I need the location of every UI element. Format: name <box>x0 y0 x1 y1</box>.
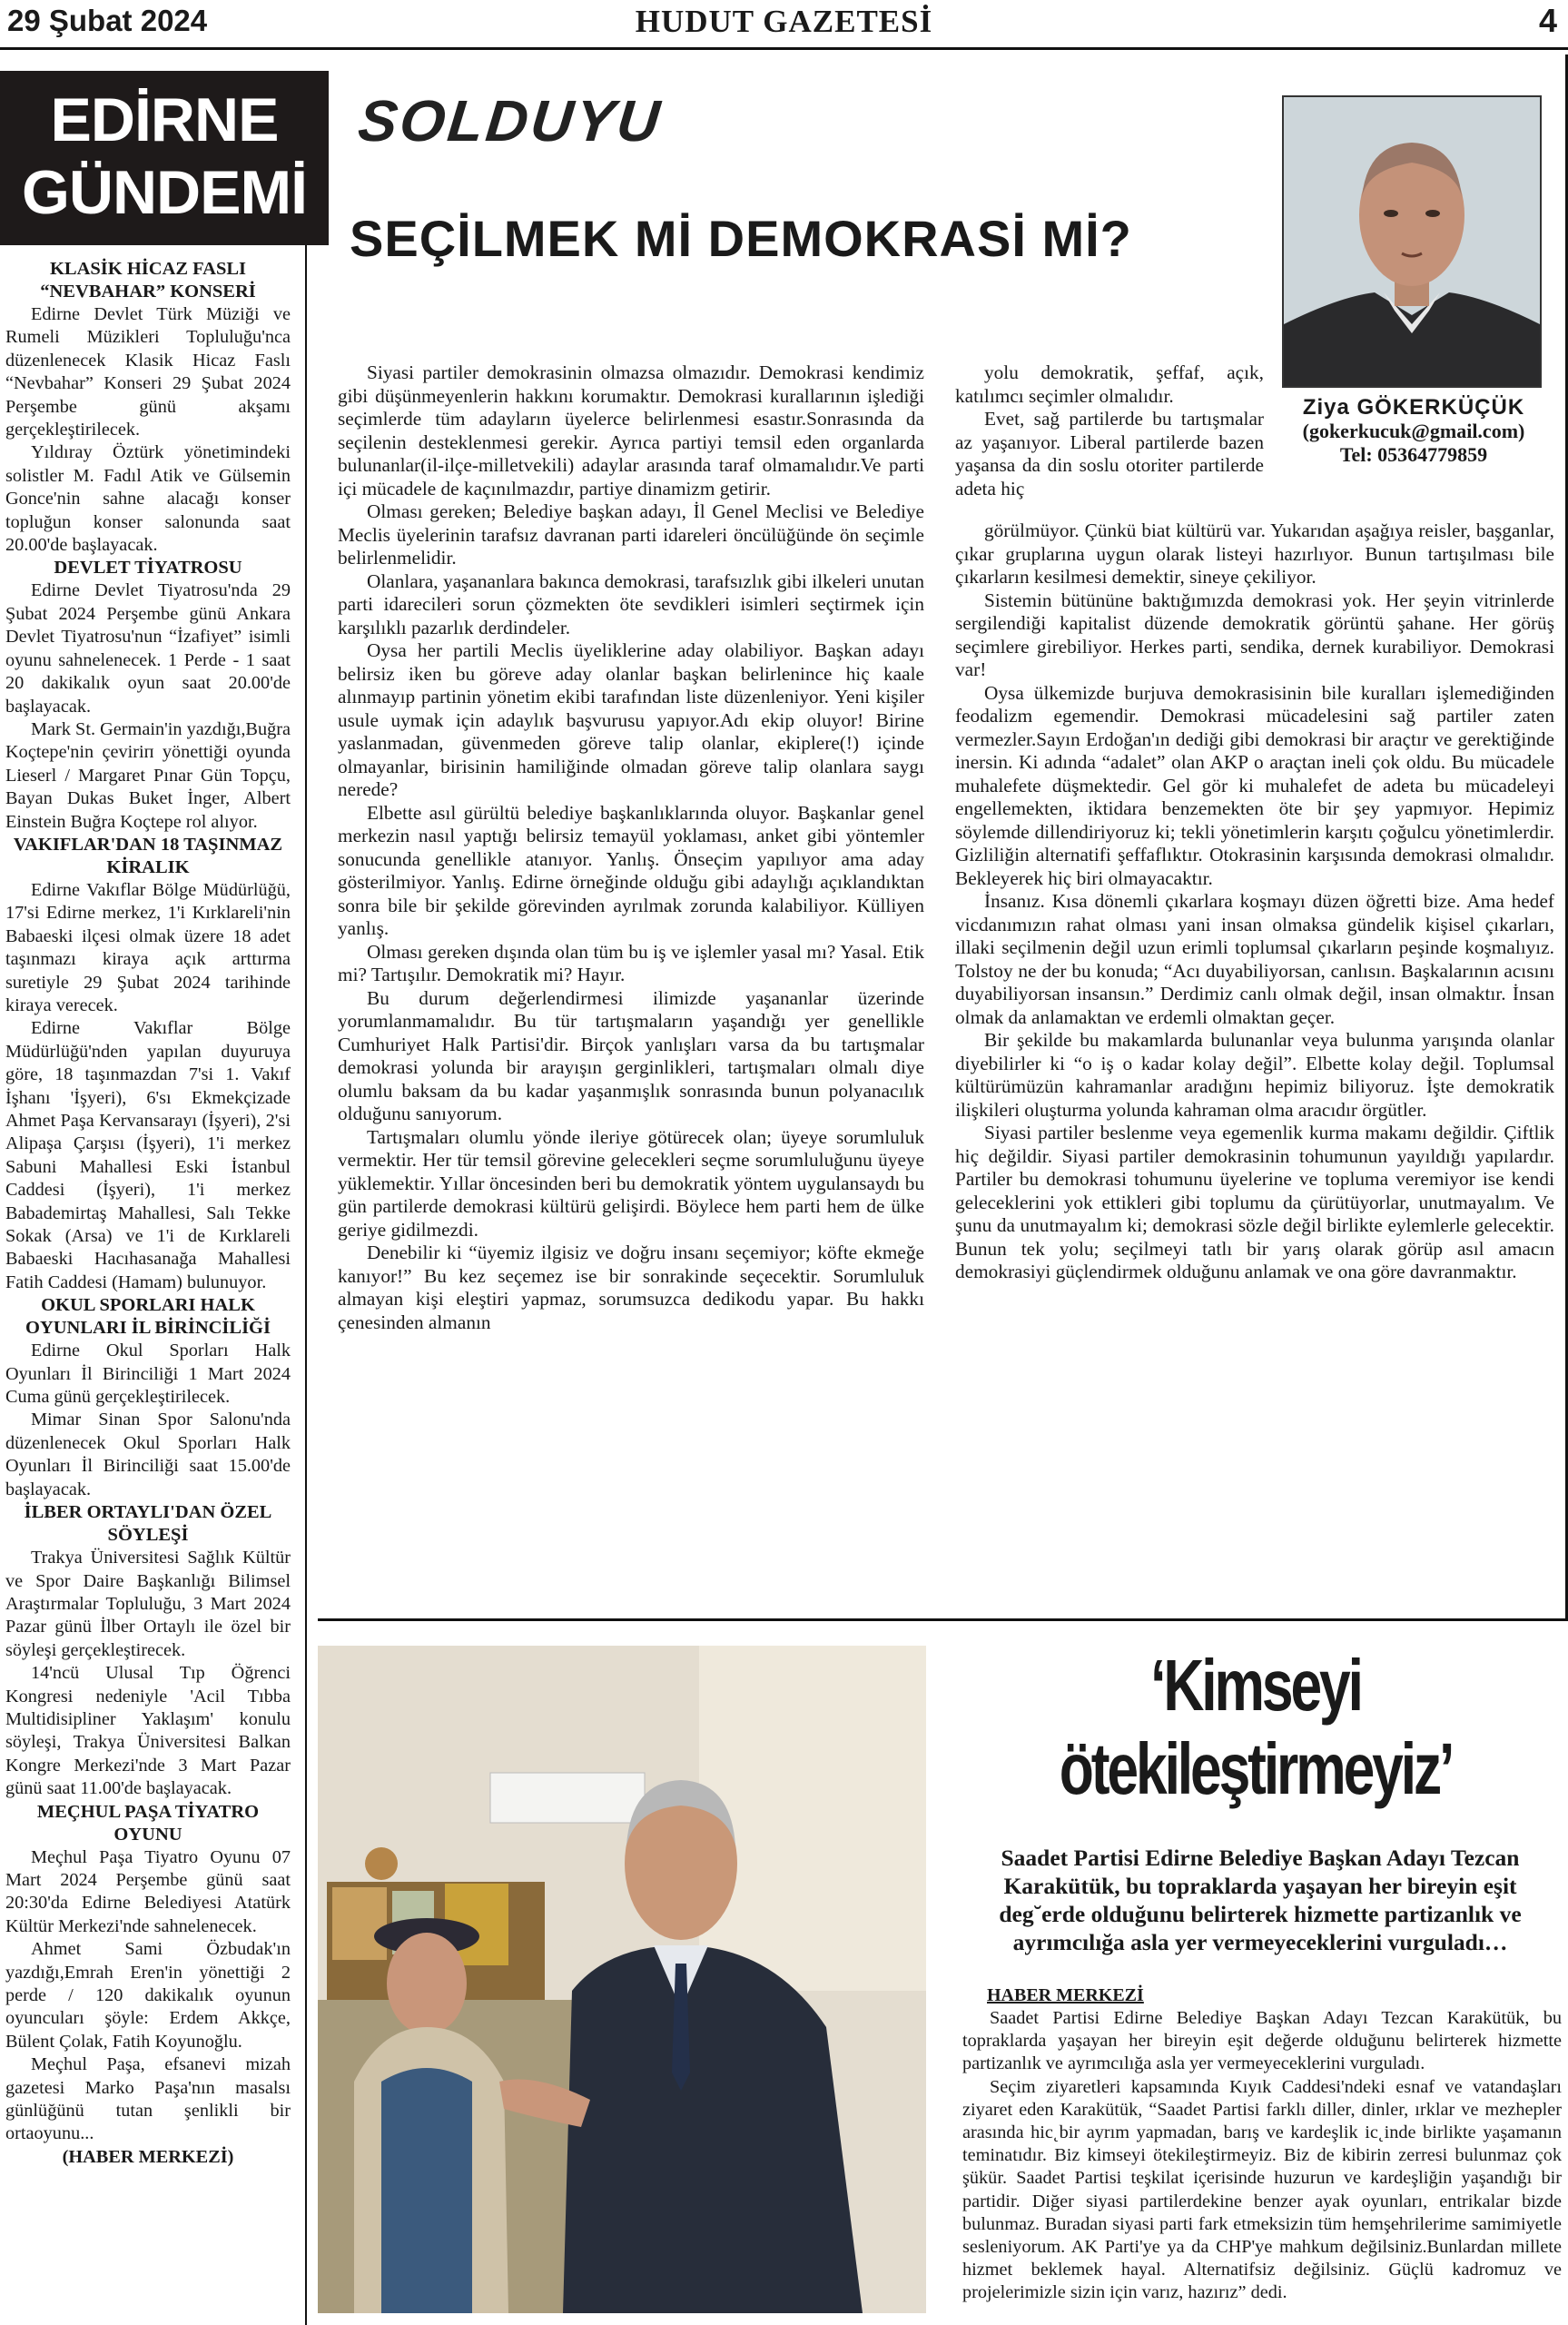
gundem-heading: DEVLET TİYATROSU <box>54 558 242 579</box>
article-paragraph: Bu durum değerlendirmesi ilimizde yaşananlar üzerinde yorumlanmamalıdır. Bu tür tartışmaların yaşandığı yer genellikle Cumhuriyet Halk Partisi'dir. Birçok yanlışları varsa da bu tartışmalar demokrasi yolunda bir arayışın gerginlikleri, tartışmaları olmalı diye olumlu baksam da bu kadar yaşanmışlık sonrasında bunun polyanacılık olduğunu sanıyorum. <box>338 986 924 1124</box>
issue-date: 29 Şubat 2024 <box>7 4 208 37</box>
gundem-heading: İLBER ORTAYLI'DAN ÖZEL SÖYLEŞİ <box>24 1502 272 1546</box>
article-paragraph: Tartışmaları olumlu yönde ileriye götürecek olan; üyeye sorumluluk vermektir. Her tür temsil görevine gelecekleri seçme sorumluluğunu üyeye yüklemektir. Yıllar öncesinden beri bu demokratik yöntem uygulansaydı bu gün partilerde demokrasi kültürü gelişirdi. Böylece hem parti hem de ülke geriye gidilmezdi. <box>338 1125 924 1241</box>
gundem-heading: VAKIFLAR'DAN 18 TAŞINMAZ KİRALIK <box>13 834 283 877</box>
article-paragraph: yolu demokratik, şeffaf, açık, katılımcı seçimler olmalıdır. <box>955 361 1264 407</box>
author-name: Ziya GÖKERKÜÇÜK <box>1302 395 1525 420</box>
article-paragraph: Siyasi partiler beslenme veya egemenlik kurma makamı değildir. Çiftlik hiç değildir. Siyasi partiler demokrasinin tohumunun yayıldığı yapılardır. Partiler bu demokrasi tohumunu üyelerine ve topluma veremiyor ise kendi geleceklerini yok ettikleri gibi toplumu da çürütüyorlar, unutmayalım. Ve şunu da unutmayalım ki; demokrasi sözle değil birlikte eylemlerle gelecektir. Bunun tek yolu; seçilmeyi tatlı bir yarış olarak görüp asıl amacın demokrasiyi güçlendirmek olduğunu anlamak ve ona göre davranmaktır. <box>955 1122 1554 1282</box>
gundem-paragraph: Mark St. Germain'in yazdığı,Buğra Koçtepe'nin çeviriп yönettiği oyunda Lieserl / Margaret Pınar Gün Topçu, Bayan Dukas Buket İnger, Albert Einstein Buğra Koçtepe rol alıyor. <box>5 718 291 832</box>
article-paragraph: Denebilir ki “üyemiz ilgisiz ve doğru insanı seçemiyor; köfte ekmeğe kanıyor!” Bu kez seçemez ise bir sonrakinde seçecektir. Sorumluluk almayan kişi eleştiri yapmaz, sorumsuzca dedikodu yapar. Bu hakkı çenesinden almanın <box>338 1242 924 1333</box>
gundem-paragraph: Edirne Okul Sporları Halk Oyunları İl Birinciliği 1 Mart 2024 Cuma günü gerçekleştirilecek. <box>5 1341 291 1408</box>
gundem-signature: (HABER MERKEZİ) <box>62 2146 234 2167</box>
column-divider <box>305 245 307 2325</box>
article-paragraph: Oysa her partili Meclis üyeliklerine aday olabiliyor. Başkan adayı belirsiz iken bu göreve aday olanlar başkan belirlenince hiç kaale alınmayıp partinin yönetim ekibi tarafından liste düzenleniyor. Yeni kişiler usule uymak için adaylık başvurusu yapıyor.Adı ekip oluyor! Birine yaslanmadan, güvenmeden göreve talip olanlar, ekiplere(!) içinde olmayanlar, birisinin hamiliğinde olmadan göreve talip olanlara saygı nerede? <box>338 639 924 800</box>
author-portrait-image <box>1284 97 1540 386</box>
article-paragraph: Sistemin bütününe baktığımızda demokrasi yok. Her şeyin vitrinlerde sergilendiği kapitalist düzende demokratik görüntü şahane. Her görüş seçimlere girebiliyor. Herkes parti, sendika, dernek kurabiliyor. Demokrasi var! <box>955 589 1554 680</box>
article-paragraph: İnsanız. Kısa dönemli çıkarlara koşmayı düzen öğretti bize. Ama hedef vicdanımızın rahat olması yani insan olmaksa gündelik kişisel çıkarları, illaki seçilmenin değil uzun erimli toplumsal çıkarların peşinde koşmalıyız. Tolstoy ne der bu konuda; “Acı duyabiliyorsan, canlısın. Başkalarının acısını duyabiliyorsan insansın.” Derdimiz canlı olmak değil, insan olmaktır. İnsan olmak da anlamaktan ve erdemli olmaktan geçer. <box>955 890 1554 1028</box>
article-paragraph: Siyasi partiler demokrasinin olmazsa olmazıdır. Demokrasi kendimiz gibi düşünmeyenlerin hakkını korumaktır. Demokrasi kurallarının işlediği seçimlerde tüm adayların üyelerce belirlenmesi esastır.Sonrasında da seçilenin desteklenmesi gerekir. Ayrıca partiyi temsil eden organlarda bulunanlar(il-ilçe-milletvekili) adaylar arasında taraf olmamalıdır.Ve parti içi mücadele de kaçınılmazdır, partiye dinamizm getirir. <box>338 361 924 500</box>
story-subhead: Saadet Partisi Edirne Belediye Başkan Adayı Tezcan Karakütük, bu topraklarda yaşayan her bireyin eşit deg˘erde olduğunu belirterek hizmette partizanlık ve ayrımcılığa asla yer vermeyeceklerini vurguladı… <box>999 1845 1522 1955</box>
story-body <box>962 2007 1562 2305</box>
gundem-paragraph: Edirne Devlet Tiyatrosu'nda 29 Şubat 2024 Perşembe günü Ankara Devlet Tiyatrosu'nun “İzafiyet” isimli oyunu sahnelenecek. 1 Perde - 1 saat 20 dakikalık oyun saat 20.00'de başlayacak. <box>5 580 291 717</box>
author-email: (gokerkucuk@gmail.com) <box>1302 420 1525 442</box>
author-box <box>1269 396 1558 467</box>
gundem-title-box <box>0 71 329 245</box>
gundem-paragraph: Edirne Devlet Türk Müziği ve Rumeli Müzikleri Topluluğu'nca düzenlenecek Klasik Hicaz Faslı “Nevbahar” Konseri 29 Şubat 2024 Perşembe günü akşamı gerçekleştirilecek. <box>5 304 291 440</box>
gundem-paragraph: Edirne Vakıflar Bölge Müdürlüğü'nden yapılan duyuruya göre, 18 taşınmazdan 7'si 1. Vakıf İşhanı 'İşyeri), 6'sı Ekmekçizade Ahmet Paşa Kervansarayı (İşyeri), 2'si Alipaşa Çarşısı (İşyeri), 1'i merkez Sabuni Mahallesi Eski İstanbul Caddesi (İşyeri), 1'i merkez Babademirtaş Mahallesi, Salı Tekke Sokak (Arsa) ve 1'i de Kırklareli Babaeski Hacıhasanağa Mahallesi Fatih Caddesi (Hamam) bulunuyor. <box>5 1018 291 1292</box>
story-headline: ‘Kimseyi ötekileştirmeyiz’ <box>1059 1645 1453 1809</box>
gundem-paragraph: Ahmet Sami Özbudak'ın yazdığı,Emrah Eren'in yönettiği 2 perde / 120 dakikalık oyunun oyuncuları şöyle: Erdem Akkçe, Bülent Çolak, Fatih Koyunoğlu. <box>5 1939 291 2052</box>
article-bottom-rule <box>318 1618 1568 1621</box>
gundem-heading: KLASİK HİCAZ FASLI “NEVBAHAR” KONSERİ <box>40 259 256 302</box>
article-paragraph: Olması gereken dışında olan tüm bu iş ve işlemler yasal mı? Yasal. Etik mi? Tartışılır. Demokratik mi? Hayır. <box>338 940 924 985</box>
candidate-handshake-image <box>318 1646 926 2313</box>
column-name: SOLDUYU <box>355 88 666 153</box>
story-paragraph: Saadet Partisi Edirne Belediye Başkan Adayı Tezcan Karakütük, bu topraklarda yaşayan her bireyin eşit değerde olduğunu belirterek hizmette partizanlık ve ayrımcılığa asla yer vermeyeceklerini vurguladı. <box>962 2008 1562 2074</box>
article-paragraph: görülmüyor. Çünkü biat kültürü var. Yukarıdan aşağıya reisler, başganlar, çıkar gruplarına uygun olarak listeyi hazırlıyor. Bunun tartışılması bile çıkarların kesilmesi demektir, sineye çekiliyor. <box>955 519 1554 588</box>
story-byline: HABER MERKEZİ <box>987 1985 1144 2005</box>
article-headline: SEÇİLMEK Mİ DEMOKRASİ Mİ? <box>350 210 1132 267</box>
author-photo <box>1282 95 1542 388</box>
gundem-news-column <box>5 258 291 2169</box>
article-column-1 <box>338 361 924 1334</box>
newspaper-name: HUDUT GAZETESİ <box>635 4 933 39</box>
header-rule <box>0 47 1568 50</box>
gundem-paragraph: Mimar Sinan Spor Salonu'nda düzenlenecek Okul Sporları Halk Oyunları İl Birinciliği saat 15.00'de başlayacak. <box>5 1410 291 1499</box>
gundem-paragraph: Meçhul Paşa, efsanevi mizah gazetesi Marko Paşa'nın masalsı günlüğünü tutan şenlikli bir ortaoyunu... <box>5 2054 291 2144</box>
gundem-paragraph: Edirne Vakıflar Bölge Müdürlüğü, 17'si Edirne merkez, 1'i Kırklareli'nin Babaeski ilçesi olmak üzere 18 adet taşınmazı kiraya açık arttırma suretiyle 29 Şubat 2024 tarihinde kiraya verecek. <box>5 879 291 1015</box>
news-photo <box>318 1646 926 2313</box>
article-paragraph: Bir şekilde bu makamlarda bulunanlar veya bulunma yarışında olanlar diyebilirler ki “o iş o kadar kolay değil”. Elbette kolay değil. Toplumsal kültürümüzün kahramanlar aradığını hepimiz biliyoruz. İşte demokratik ilişkileri oluşturma yolunda kahraman olma aracıdır örgütler. <box>955 1029 1554 1121</box>
gundem-title-line1: EDİRNE <box>50 85 279 154</box>
gundem-paragraph: 14'ncü Ulusal Tıp Öğrenci Kongresi nedeniyle 'Acil Tıbba Multidisipliner Yaklaşım' konulu söyleşi, Trakya Üniversitesi Balkan Kongre Merkezi'nde 3 Mart Pazar günü saat 11.00'de başlayacak. <box>5 1663 291 1799</box>
author-phone: Tel: 05364779859 <box>1339 443 1488 466</box>
article-paragraph: Olanlara, yaşananlara bakınca demokrasi, tarafsızlık gibi ilkeleri unutan parti idarecileri sorun çözmekten öte sevdikleri isimleri seçtirmek için karşılıklı pazarlık derdindeler. <box>338 569 924 638</box>
gundem-paragraph: Meçhul Paşa Tiyatro Oyunu 07 Mart 2024 Perşembe günü saat 20:30'da Edirne Belediyesi Atatürk Kültür Merkezi'nde sahnelenecek. <box>5 1846 291 1936</box>
article-paragraph: Oysa ülkemizde burjuva demokrasisinin bile kuralları işlemediğinden feodalizm egemendir. Demokrasi mücadelesini sağ partiler zaten vermezler.Sayın Erdoğan'ın dediği gibi demokrasi bir araçtır ve gerektiğinde inersin. Ki adında “adalet” olan AKP o araçtan ineli çok oldu. Bu mücadele muhalefete düşmektedir. Gel gör ki muhalefet de adeta bu mücadeleyi engellemekten, iktidara benzemekten öte bir şey yapmıyor. Hepimiz söylemde dillendiriyoruz ki; tekli yönetimlerin karşıtı çoğulcu yönetimlerdir. Gizliliğin alternatifi şeffaflıktır. Otokrasinin karşısında demokrasi olmalıdır. Bekleyerek hiç biri olmayacaktır. <box>955 681 1554 889</box>
gundem-title-line2: GÜNDEMİ <box>21 158 308 227</box>
article-column-2-top <box>955 361 1264 500</box>
gundem-paragraph: Trakya Üniversitesi Sağlık Kültür ve Spor Daire Başkanlığı Bilimsel Araştırmalar Topluluğu, 3 Mart 2024 Pazar günü İlber Ortaylı ile özel bir söyleşi gerçekleştirecek. <box>5 1548 291 1660</box>
page-number: 4 <box>1538 2 1557 39</box>
gundem-heading: OKUL SPORLARI HALK OYUNLARI İL BİRİNCİLİĞİ <box>25 1295 271 1339</box>
page-header <box>0 0 1568 54</box>
article-paragraph: Evet, sağ partilerde bu tartışmalar az yaşanıyor. Liberal partilerde bazen yaşansa da din soslu otoriter partilerde adeta hiç <box>955 408 1264 500</box>
gundem-heading: MEÇHUL PAŞA TİYATRO OYUNU <box>36 1801 260 1845</box>
story-paragraph: Seçim ziyaretleri kapsamında Kıyık Caddesi'ndeki esnaf ve vatandaşları ziyaret eden Karakütük, “Saadet Partisi farklı diller, dinler, ırklar ve mezhepler arasında hic˛bir ayrım yapmadan, barış ve kardeşlik ic˛inde birlikte yaşamanın teminatıdır. Biz kimseyi ötekileştirmeyiz. Biz de kibirin zerresi bulunmaz çok şükür. Saadet Partisi teşkilat içerisinde huzurun ve kardeşliğin yaşandığı bir partidir. Diğer siyasi partilerdekine benzer ayak oyunları, entrikalar bizde bulunmaz. Buradan siyasi parti fark etmeksizin tüm hemşehrilerime samimiyetle sesleniyorum. AK Parti'ye ya da CHP'ye mahkum değilsiniz.Bunlardan millete hizmet beklemek hayal. Alternatifsiz değilsiniz. Güçlü kadromuz ve projelerimizle sizin için varız, hazırız” dedi. <box>962 2076 1562 2303</box>
article-paragraph: Elbette asıl gürültü belediye başkanlıklarında oluyor. Başkanlar genel merkezin nasıl yaptığı belirsiz temayül yoklaması, anket gibi yöntemler sonucunda genellikle atanıyor. Yanlış. Önseçim yapılıyor ama aday gösterilmiyor. Yanlış. Edirne örneğinde olduğu gibi adaylığı açıklandıktan sonra bile bir şekilde görevinden ayrılmak zorunda kalabiliyor. Külliyen yanlış. <box>338 801 924 939</box>
article-paragraph: Olması gereken; Belediye başkan adayı, İl Genel Meclisi ve Belediye Meclis üyelerinin tarafsız davranan parti idareleri öncülüğünde ön seçimle belirlenmelidir. <box>338 500 924 569</box>
gundem-paragraph: Yıldıray Öztürk yönetimindeki solistler M. Fadıl Atik ve Gülsemin Gonce'nin sahne alacağı konser topluğun konser salonunda saat 20.00'de başlayacak. <box>5 442 291 556</box>
article-column-2 <box>955 519 1554 1284</box>
